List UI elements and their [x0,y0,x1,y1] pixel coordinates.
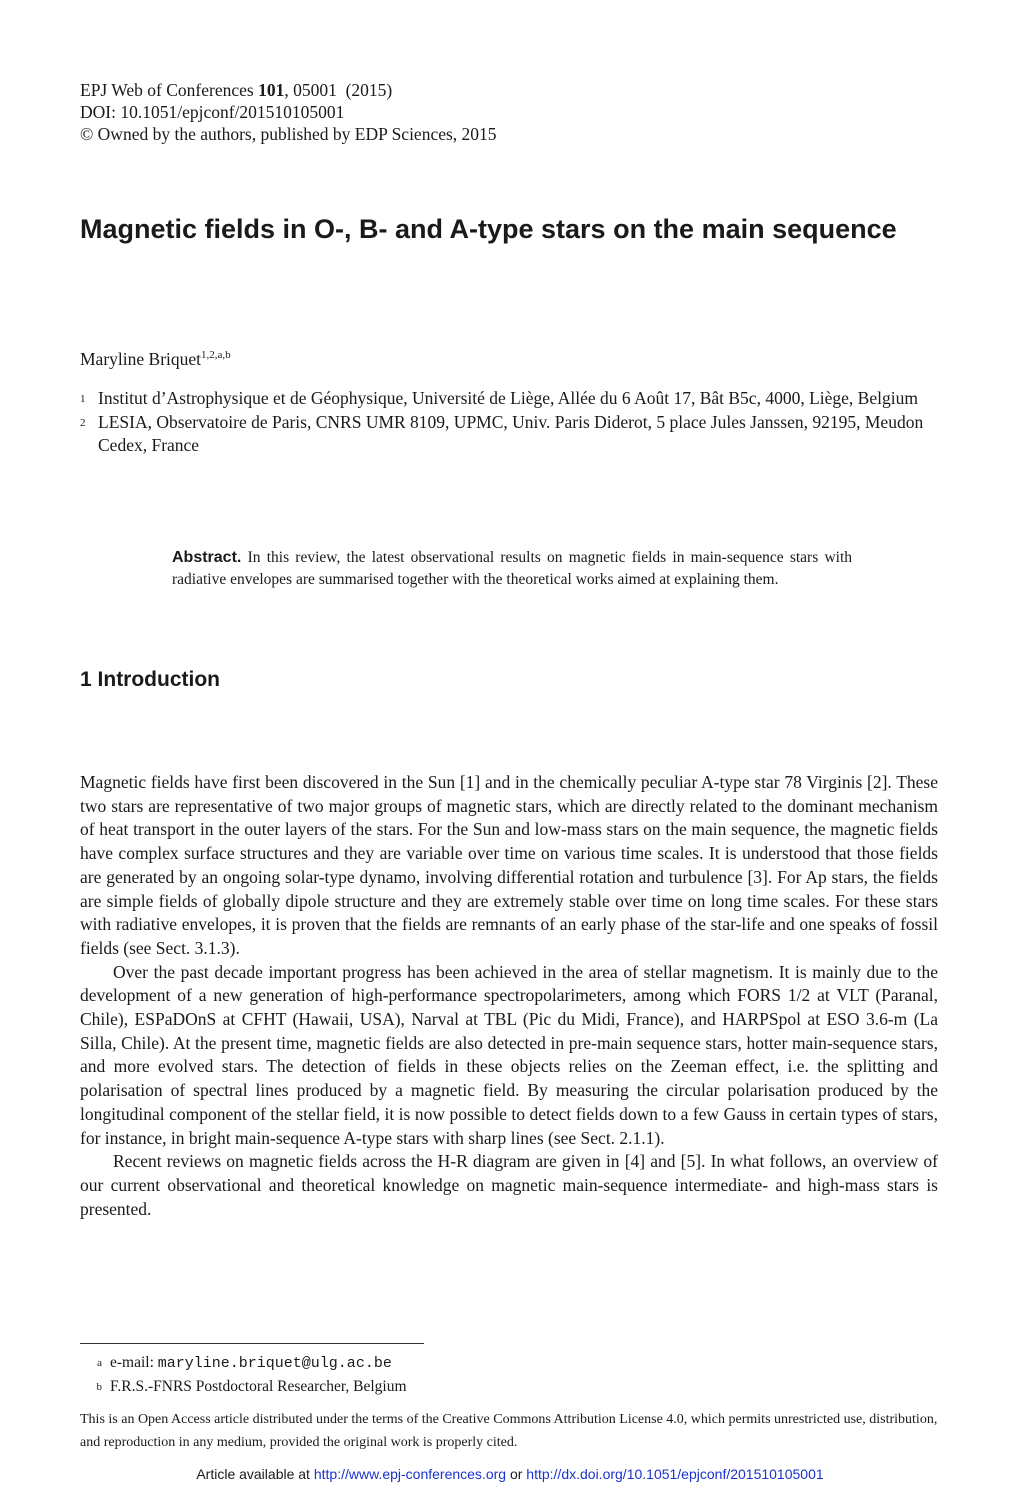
footnote-mark: b [96,1381,102,1393]
doi-line: DOI: 10.1051/epjconf/201510105001 [80,102,345,122]
section-number: 1 [80,668,92,691]
license-notice: This is an Open Access article distributed under the terms of the Creative Commons Attribution License 4.0, which permits unrestricted use, distribution, and reproduction in any medium, provided the original work is properly cited. [80,1412,938,1450]
author-email[interactable]: maryline.briquet@ulg.ac.be [157,1355,392,1372]
affiliations [80,387,940,457]
paragraph: Recent reviews on magnetic fields across the H-R diagram are given in [4] and [5]. In what follows, an overview of our current observational and theoretical knowledge on magnetic main-sequence intermediate- and high-mass stars is presented. [80,1151,938,1219]
footnote-mark: a [97,1357,102,1369]
footnote-text: F.R.S.-FNRS Postdoctoral Researcher, Belgium [110,1378,407,1395]
author-marks: 1,2,a,b [201,349,231,362]
affiliation-2 [80,411,940,457]
journal-name: EPJ Web of Conferences [80,80,254,100]
journal-header [80,79,497,145]
section-title: Introduction [97,668,221,691]
affiliation-mark: 2 [80,417,86,429]
article-number: , 05001 [284,80,337,100]
doi-link[interactable]: http://dx.doi.org/10.1051/epjconf/201510105001 [526,1466,824,1482]
affiliation-text: Institut d’Astrophysique et de Géophysique, Université de Liège, Allée du 6 Août 17, Bât B5c, 4000, Liège, Belgium [98,388,918,408]
abstract-label: Abstract. [172,549,242,566]
journal-citation [80,79,497,101]
section-heading [80,668,220,692]
copyright-line: © Owned by the authors, published by EDP Sciences, 2015 [80,124,497,144]
abstract [172,547,852,591]
paragraph: Magnetic fields have first been discovered in the Sun [1] and in the chemically peculiar A-type star 78 Virginis [2]. These two stars are representative of two major groups of magnetic stars, which are directly related to the dominant mechanism of heat transport in the outer layers of the stars. For the Sun and low-mass stars on the main sequence, the magnetic fields have complex surface structures and they are variable over time on various time scales. It is understood that those fields are generated by an ongoing solar-type dynamo, involving differential rotation and turbulence [3]. For Ap stars, the fields are simple fields of globally dipole structure and they are extremely stable over time on long time scales. For these stars with radiative envelopes, it is proven that the fields are remnants of an early phase of the star-life and one speaks of fossil fields (see Sect. 3.1.3). [80,772,938,958]
paper-title: Magnetic fields in O-, B- and A-type stars on the main sequence [80,214,897,244]
paragraph: Over the past decade important progress has been achieved in the area of stellar magnetism. It is mainly due to the development of a new generation of high-performance spectropolarimeters, among which FORS 1/2 at VLT (Paranal, Chile), ESPaDOnS at CFHT (Hawaii, USA), Narval at TBL (Pic du Midi, France), and HARPSpol at ESO 3.6-m (La Silla, Chile). At the present time, magnetic fields are also detected in pre-main sequence stars, hotter main-sequence stars, and more evolved stars. The detection of fields in these objects relies on the Zeeman effect, i.e. the splitting and polarisation of spectral lines produced by a magnetic field. By measuring the circular polarisation produced by the longitudinal component of the stellar field, it is now possible to detect fields down to a few Gauss in certain types of stars, for instance, in bright main-sequence A-type stars with sharp lines (see Sect. 2.1.1). [80,961,938,1148]
footnote-b [80,1375,940,1399]
email-label: e-mail: [110,1354,158,1371]
abstract-text: In this review, the latest observational results on magnetic fields in main-sequence stars with radiative envelopes are summarised together with the theoretical works aimed at explaining them. [172,549,853,588]
affiliation-1 [80,387,940,411]
journal-volume: 101 [258,80,285,100]
affiliation-mark: 1 [80,393,86,405]
availability-or: or [506,1466,527,1482]
author-name: Maryline Briquet [80,349,202,369]
journal-year: (2015) [345,80,393,100]
journal-site-link[interactable]: http://www.epj-conferences.org [313,1466,507,1482]
body-text [80,771,938,1221]
footnote-a [80,1351,940,1375]
footnotes [80,1351,940,1399]
article-availability [0,1466,1020,1482]
footnote-divider [80,1343,424,1344]
availability-prefix: Article available at [196,1466,314,1482]
author-line [80,349,231,370]
affiliation-text: LESIA, Observatoire de Paris, CNRS UMR 8109, UPMC, Univ. Paris Diderot, 5 place Jules Janssen, 92195, Meudon Cedex, France [98,412,924,455]
